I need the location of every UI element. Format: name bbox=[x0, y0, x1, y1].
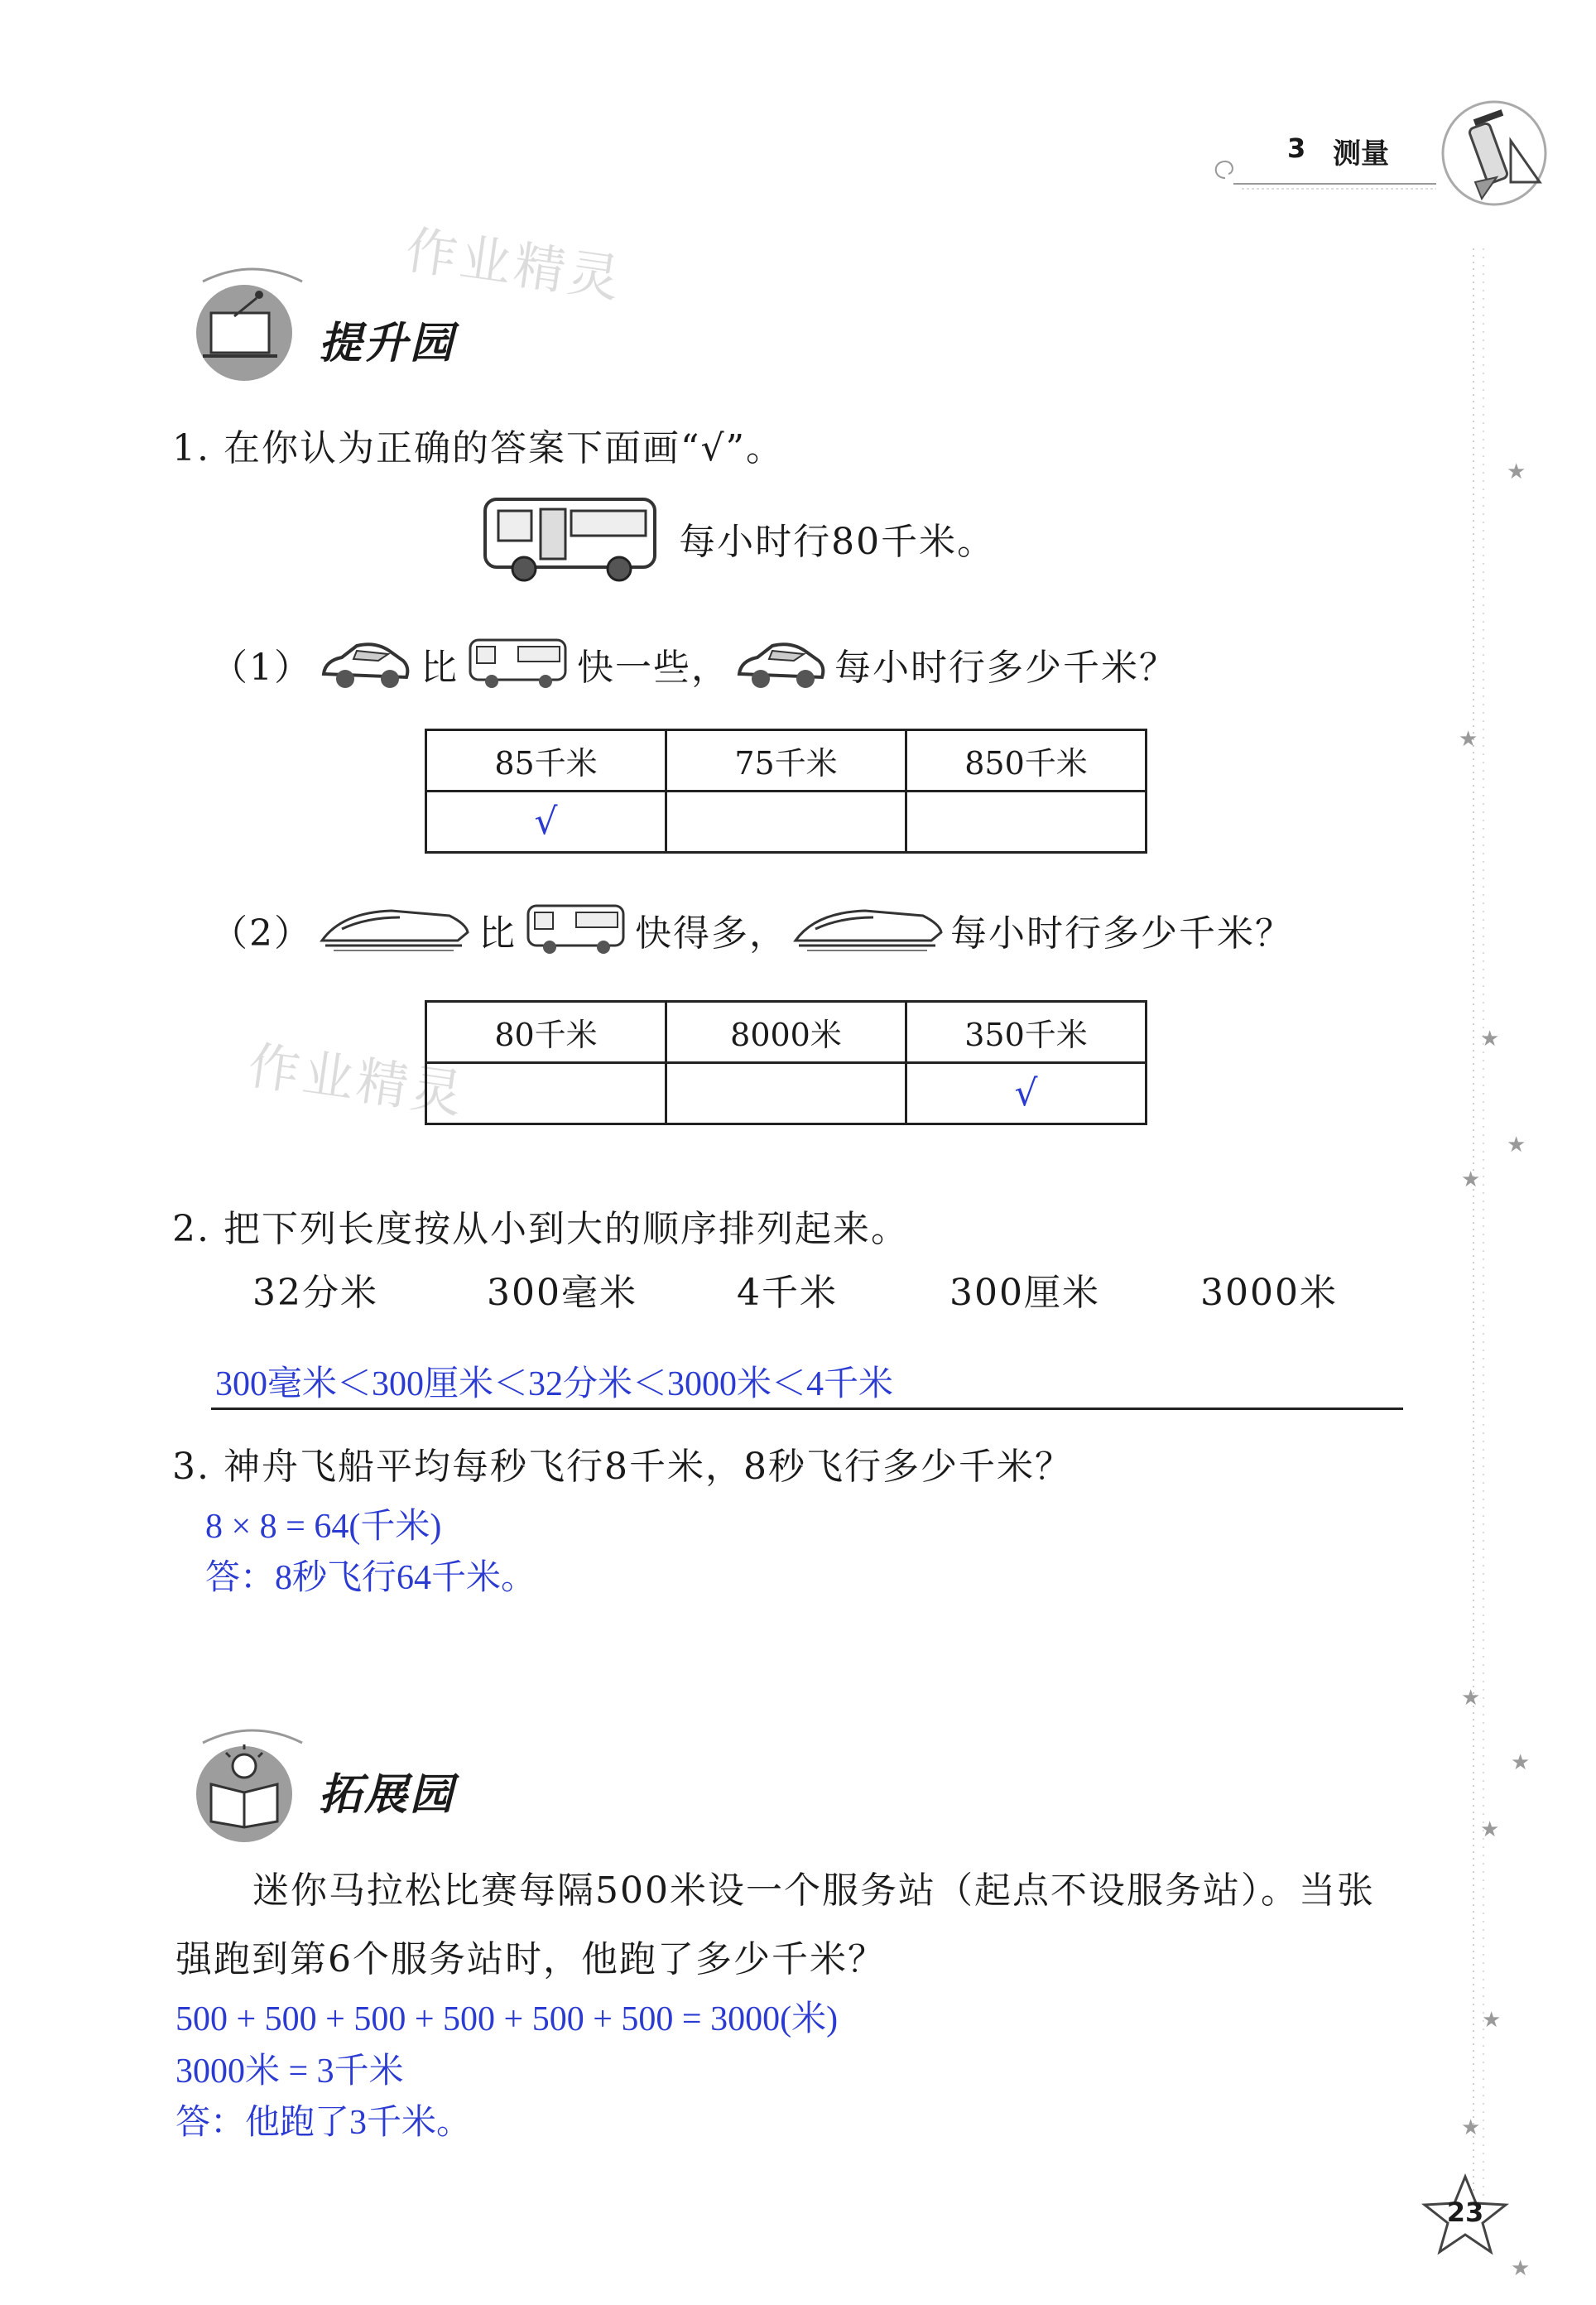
question-4-text-2: 强跑到第6个服务站时，他跑了多少千米？ bbox=[175, 1938, 886, 1980]
watermark: 作业精灵 bbox=[244, 1034, 470, 1125]
bus-row bbox=[478, 493, 995, 584]
option-cell[interactable]: 8000米 bbox=[666, 1002, 906, 1063]
star-icon: ★ bbox=[1459, 727, 1478, 752]
length-item: 300毫米 bbox=[487, 1272, 637, 1314]
question-4-text-1: 迷你马拉松比赛每隔500米设一个服务站（起点不设服务站）。当张 bbox=[252, 1870, 1375, 1912]
question-4-answer-convert[interactable]: 3000米 = 3千米 bbox=[175, 2052, 404, 2091]
star-icon: ★ bbox=[1480, 1027, 1500, 1051]
question-text: 每小时行多少千米？ bbox=[950, 912, 1293, 955]
answer-line bbox=[211, 1408, 1403, 1410]
answer-mark-cell[interactable] bbox=[666, 792, 906, 853]
relation-text: 快得多， bbox=[635, 912, 787, 955]
compare-word: 比 bbox=[421, 647, 459, 689]
chalkboard-icon bbox=[178, 265, 327, 381]
option-cell[interactable]: 80千米 bbox=[426, 1002, 666, 1063]
star-icon: ★ bbox=[1482, 2008, 1502, 2033]
length-item: 4千米 bbox=[737, 1272, 838, 1314]
table-row bbox=[426, 792, 1147, 853]
question-text: 每小时行多少千米？ bbox=[834, 647, 1177, 689]
option-cell[interactable]: 850千米 bbox=[906, 730, 1147, 792]
section-header-tisheng bbox=[178, 265, 526, 381]
header-swirl-icon bbox=[1209, 149, 1440, 199]
star-icon: ★ bbox=[1461, 2115, 1481, 2140]
star-icon: ★ bbox=[1480, 1817, 1500, 1842]
bus-speed-text: 每小时行80千米。 bbox=[679, 521, 996, 563]
high-speed-train-icon bbox=[791, 901, 944, 959]
section-header-tuozhan bbox=[178, 1726, 526, 1842]
question-2-answer[interactable]: 300毫米＜300厘米＜32分米＜3000米＜4千米 bbox=[215, 1365, 894, 1403]
relation-text: 快一些， bbox=[577, 647, 729, 689]
question-2-prompt: 2. 把下列长度按从小到大的顺序排列起来。 bbox=[172, 1208, 909, 1250]
subquestion-label: （1） bbox=[211, 647, 312, 689]
star-icon: ★ bbox=[1511, 2256, 1531, 2281]
star-icon: ★ bbox=[1461, 1686, 1481, 1711]
option-cell[interactable]: 75千米 bbox=[666, 730, 906, 792]
table-row bbox=[426, 1063, 1147, 1124]
bus-icon bbox=[525, 901, 628, 959]
question-3-answer-calc[interactable]: 8 × 8 = 64(千米) bbox=[205, 1508, 442, 1546]
subquestion-label: （2） bbox=[211, 912, 312, 955]
answer-mark-cell[interactable] bbox=[666, 1063, 906, 1124]
table-row bbox=[426, 730, 1147, 792]
length-item: 32分米 bbox=[252, 1272, 378, 1314]
options-table-2 bbox=[425, 1000, 1147, 1125]
answer-mark-cell[interactable]: √ bbox=[426, 792, 666, 853]
question-1-prompt: 1. 在你认为正确的答案下面画“√”。 bbox=[172, 427, 784, 469]
star-icon: ★ bbox=[1507, 1133, 1526, 1157]
compare-word: 比 bbox=[478, 912, 517, 955]
question-3-answer-text[interactable]: 答：8秒飞行64千米。 bbox=[205, 1559, 536, 1597]
page-number-badge bbox=[1420, 2173, 1511, 2256]
bus-icon bbox=[467, 635, 570, 693]
star-icon: ★ bbox=[1511, 1750, 1531, 1775]
length-item: 300厘米 bbox=[949, 1272, 1100, 1314]
answer-mark-cell[interactable]: √ bbox=[906, 1063, 1147, 1124]
lightbulb-book-icon bbox=[178, 1726, 327, 1842]
high-speed-train-icon bbox=[317, 901, 470, 959]
watermark: 作业精灵 bbox=[401, 219, 627, 310]
chapter-title: 测量 bbox=[1333, 137, 1389, 171]
table-row bbox=[426, 1002, 1147, 1063]
section-title: 拓展园 bbox=[319, 1770, 456, 1820]
length-item: 3000米 bbox=[1200, 1272, 1338, 1314]
answer-mark-cell[interactable] bbox=[906, 792, 1147, 853]
chapter-number: 3 bbox=[1287, 132, 1306, 164]
question-4-answer-text[interactable]: 答：他跑了3千米。 bbox=[175, 2104, 472, 2142]
right-margin-decoration bbox=[1465, 248, 1515, 2235]
subquestion-1 bbox=[211, 627, 1177, 701]
option-cell[interactable]: 85千米 bbox=[426, 730, 666, 792]
option-cell[interactable]: 350千米 bbox=[906, 1002, 1147, 1063]
question-3-prompt: 3. 神舟飞船平均每秒飞行8千米，8秒飞行多少千米？ bbox=[172, 1446, 1073, 1488]
star-icon: ★ bbox=[1507, 460, 1526, 484]
pencil-mascot-icon bbox=[1432, 91, 1556, 215]
star-icon: ★ bbox=[1461, 1167, 1481, 1192]
bus-icon bbox=[478, 493, 665, 584]
subquestion-2 bbox=[211, 893, 1293, 967]
section-title: 提升园 bbox=[319, 319, 456, 368]
answer-mark-cell[interactable] bbox=[426, 1063, 666, 1124]
car-icon bbox=[317, 631, 412, 697]
page-header bbox=[1209, 124, 1556, 215]
car-icon bbox=[733, 631, 828, 697]
question-4-answer-calc[interactable]: 500 + 500 + 500 + 500 + 500 + 500 = 3000(米) bbox=[175, 2000, 839, 2038]
options-table-1 bbox=[425, 729, 1147, 854]
page-number: 23 bbox=[1446, 2197, 1484, 2228]
